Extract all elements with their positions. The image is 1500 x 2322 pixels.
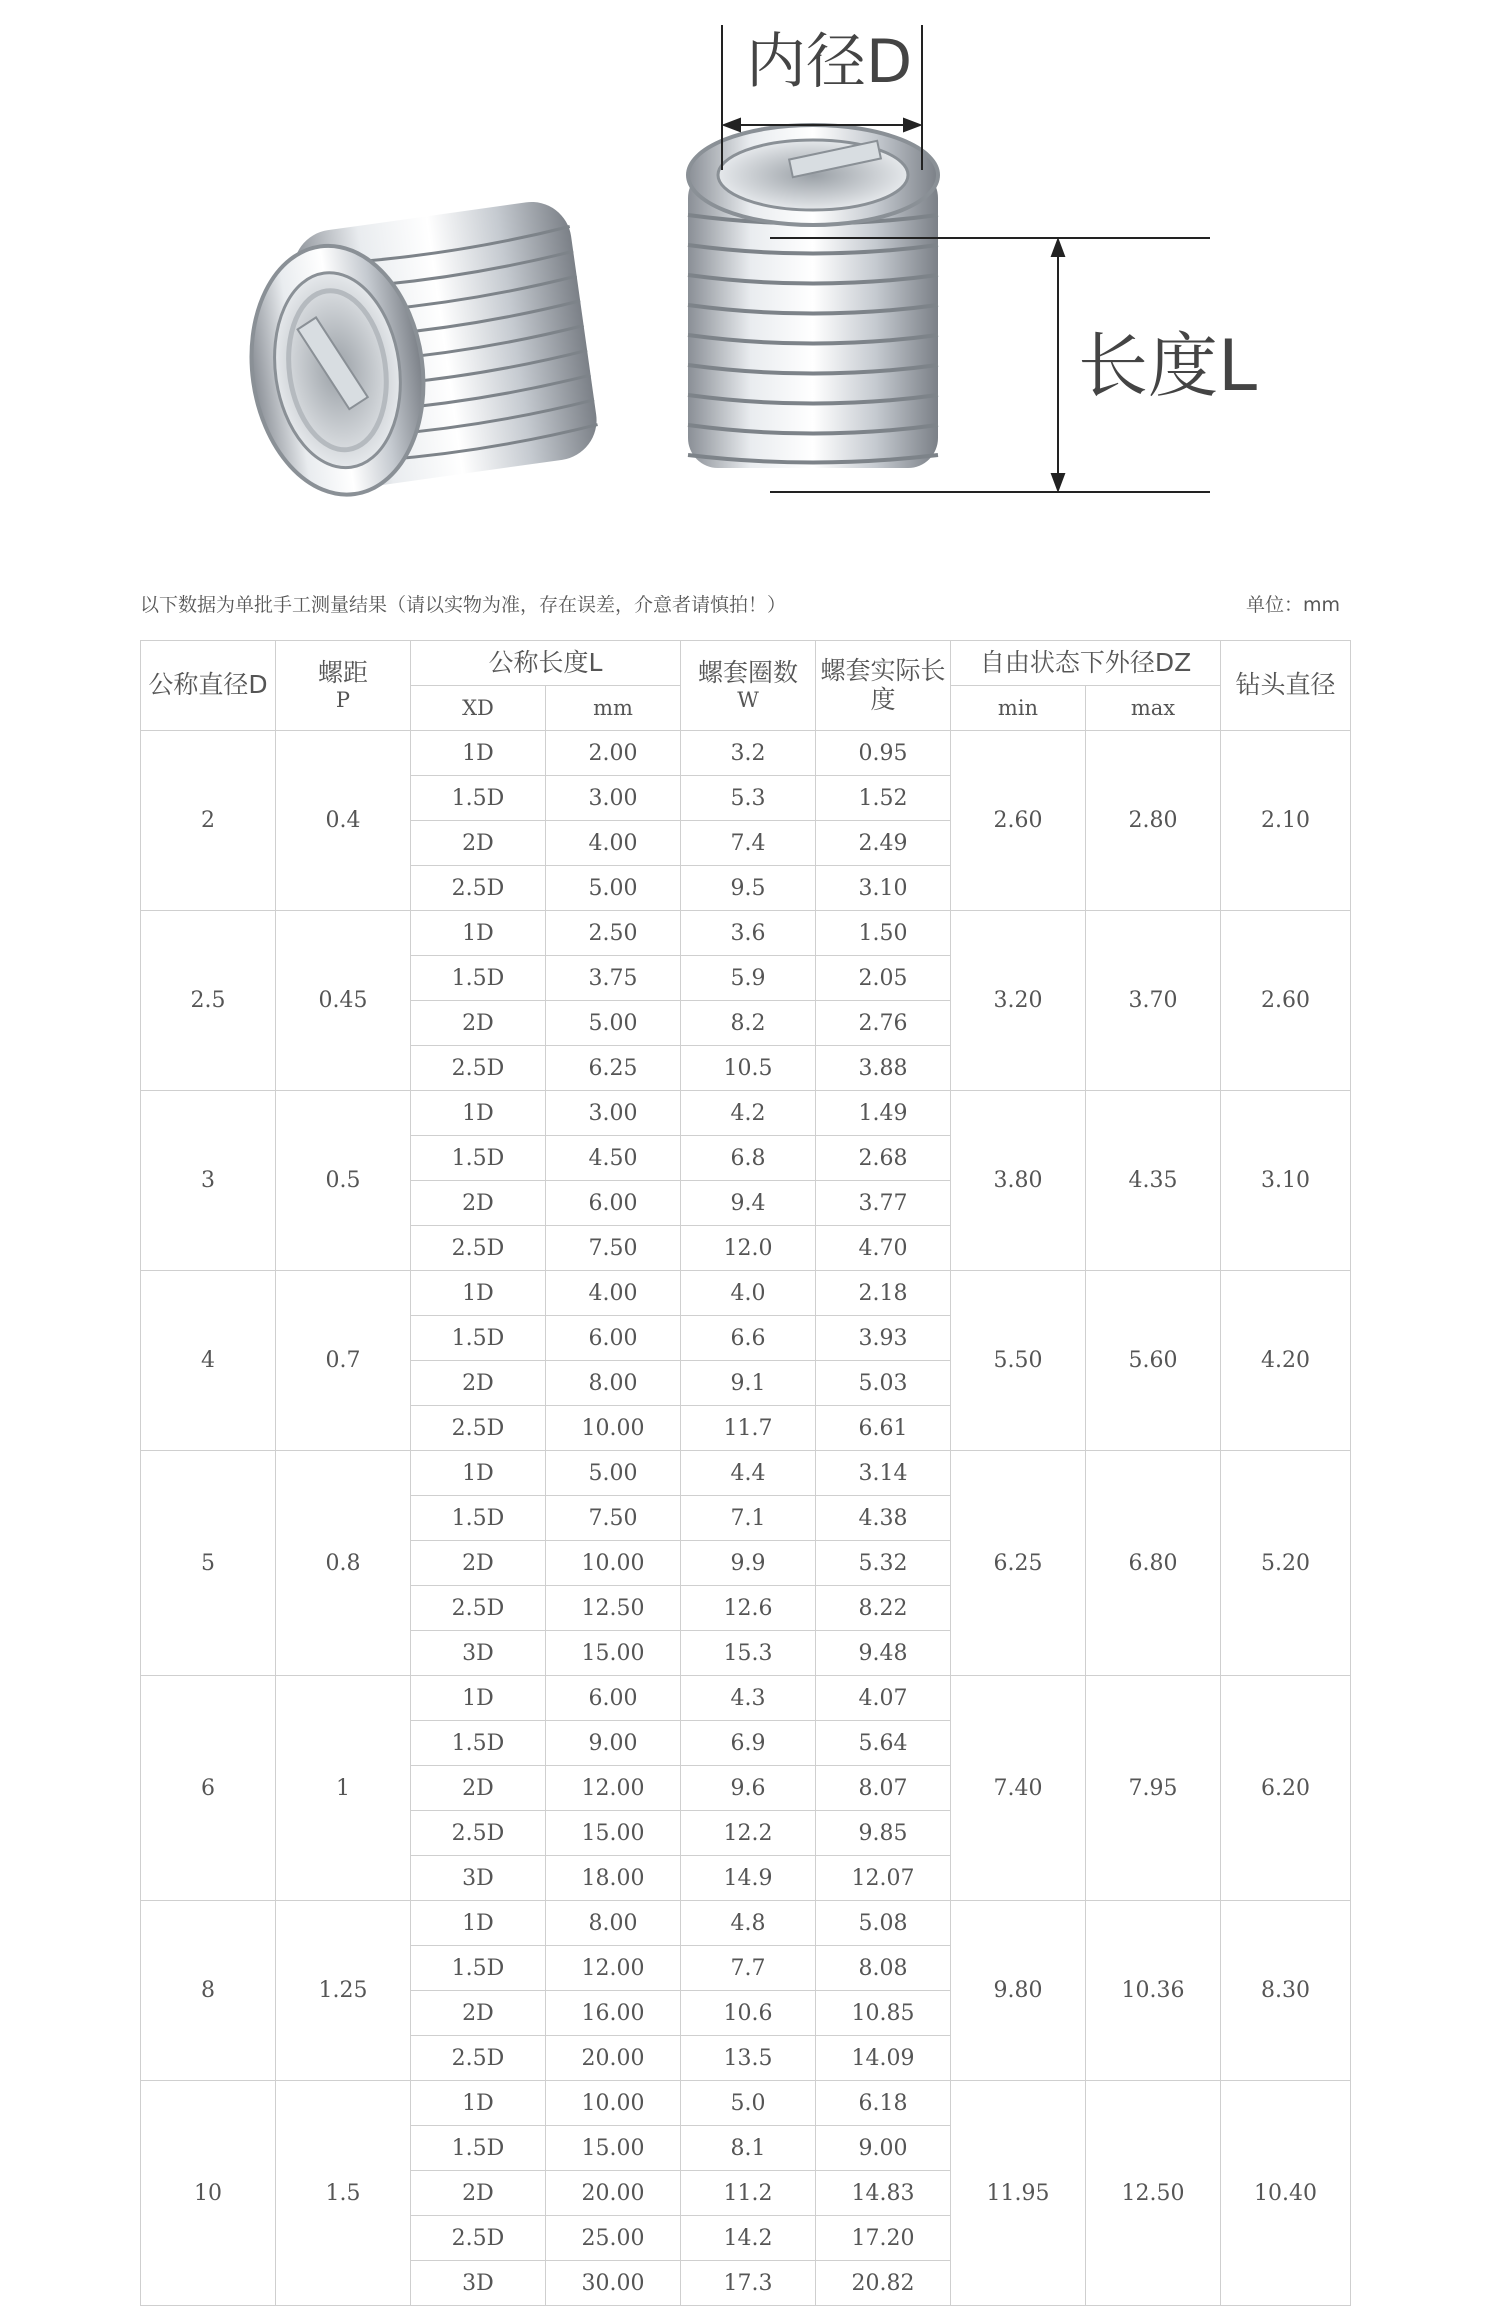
cell-pitch: 0.4 bbox=[276, 731, 411, 911]
cell-xd: 2.5D bbox=[411, 866, 546, 911]
cell-coils: 4.4 bbox=[681, 1451, 816, 1496]
cell-coils: 9.4 bbox=[681, 1181, 816, 1226]
cell-coils: 5.9 bbox=[681, 956, 816, 1001]
cell-length-mm: 3.00 bbox=[546, 776, 681, 821]
header-mm: mm bbox=[546, 686, 681, 731]
cell-drill: 4.20 bbox=[1221, 1271, 1351, 1451]
cell-length-mm: 3.00 bbox=[546, 1091, 681, 1136]
cell-length-mm: 12.00 bbox=[546, 1766, 681, 1811]
cell-coils: 6.9 bbox=[681, 1721, 816, 1766]
cell-actual-length: 9.85 bbox=[816, 1811, 951, 1856]
cell-coils: 3.6 bbox=[681, 911, 816, 956]
cell-actual-length: 3.10 bbox=[816, 866, 951, 911]
cell-length-mm: 20.00 bbox=[546, 2036, 681, 2081]
cell-actual-length: 5.03 bbox=[816, 1361, 951, 1406]
cell-nominal-diameter: 10 bbox=[141, 2081, 276, 2306]
cell-length-mm: 30.00 bbox=[546, 2261, 681, 2306]
cell-xd: 1D bbox=[411, 2081, 546, 2126]
cell-xd: 2D bbox=[411, 1766, 546, 1811]
cell-coils: 4.0 bbox=[681, 1271, 816, 1316]
cell-drill: 2.10 bbox=[1221, 731, 1351, 911]
cell-coils: 10.5 bbox=[681, 1046, 816, 1091]
cell-xd: 1D bbox=[411, 731, 546, 776]
cell-actual-length: 5.32 bbox=[816, 1541, 951, 1586]
cell-actual-length: 2.18 bbox=[816, 1271, 951, 1316]
table-row bbox=[141, 1091, 1351, 1136]
cell-drill: 5.20 bbox=[1221, 1451, 1351, 1676]
cell-length-mm: 9.00 bbox=[546, 1721, 681, 1766]
cell-coils: 7.7 bbox=[681, 1946, 816, 1991]
cell-xd: 1.5D bbox=[411, 1946, 546, 1991]
cell-coils: 17.3 bbox=[681, 2261, 816, 2306]
cell-coils: 9.9 bbox=[681, 1541, 816, 1586]
cell-od-max: 10.36 bbox=[1086, 1901, 1221, 2081]
cell-actual-length: 8.08 bbox=[816, 1946, 951, 1991]
table-row bbox=[141, 911, 1351, 956]
cell-length-mm: 12.50 bbox=[546, 1586, 681, 1631]
cell-xd: 2D bbox=[411, 1991, 546, 2036]
cell-length-mm: 8.00 bbox=[546, 1361, 681, 1406]
cell-actual-length: 0.95 bbox=[816, 731, 951, 776]
header-free-od: 自由状态下外径DZ bbox=[951, 641, 1221, 686]
cell-actual-length: 9.00 bbox=[816, 2126, 951, 2171]
cell-coils: 7.4 bbox=[681, 821, 816, 866]
header-max: max bbox=[1086, 686, 1221, 731]
cell-coils: 5.3 bbox=[681, 776, 816, 821]
cell-length-mm: 6.00 bbox=[546, 1181, 681, 1226]
cell-coils: 8.2 bbox=[681, 1001, 816, 1046]
cell-xd: 1.5D bbox=[411, 776, 546, 821]
cell-xd: 2D bbox=[411, 1181, 546, 1226]
cell-xd: 1D bbox=[411, 911, 546, 956]
cell-od-max: 2.80 bbox=[1086, 731, 1221, 911]
cell-coils: 12.6 bbox=[681, 1586, 816, 1631]
product-hero bbox=[0, 0, 1500, 540]
cell-xd: 1.5D bbox=[411, 1136, 546, 1181]
header-xd: XD bbox=[411, 686, 546, 731]
header-pitch bbox=[276, 641, 411, 731]
cell-actual-length: 4.70 bbox=[816, 1226, 951, 1271]
cell-actual-length: 4.07 bbox=[816, 1676, 951, 1721]
cell-length-mm: 2.50 bbox=[546, 911, 681, 956]
cell-actual-length: 1.50 bbox=[816, 911, 951, 956]
cell-od-min: 5.50 bbox=[951, 1271, 1086, 1451]
cell-od-min: 11.95 bbox=[951, 2081, 1086, 2306]
cell-xd: 1D bbox=[411, 1271, 546, 1316]
cell-coils: 4.2 bbox=[681, 1091, 816, 1136]
cell-xd: 2.5D bbox=[411, 1586, 546, 1631]
disclaimer-text: 以下数据为单批手工测量结果（请以实物为准，存在误差，介意者请慎拍！） bbox=[140, 594, 787, 616]
measurement-note bbox=[140, 590, 1340, 630]
cell-xd: 3D bbox=[411, 1856, 546, 1901]
cell-actual-length: 2.76 bbox=[816, 1001, 951, 1046]
cell-xd: 1D bbox=[411, 1901, 546, 1946]
cell-od-max: 4.35 bbox=[1086, 1091, 1221, 1271]
cell-nominal-diameter: 4 bbox=[141, 1271, 276, 1451]
table-row bbox=[141, 1901, 1351, 1946]
cell-actual-length: 20.82 bbox=[816, 2261, 951, 2306]
cell-od-min: 3.20 bbox=[951, 911, 1086, 1091]
cell-length-mm: 5.00 bbox=[546, 1451, 681, 1496]
cell-length-mm: 20.00 bbox=[546, 2171, 681, 2216]
cell-actual-length: 5.08 bbox=[816, 1901, 951, 1946]
cell-coils: 13.5 bbox=[681, 2036, 816, 2081]
length-label: 长度L bbox=[1078, 325, 1257, 407]
cell-length-mm: 7.50 bbox=[546, 1226, 681, 1271]
cell-xd: 2D bbox=[411, 821, 546, 866]
cell-pitch: 1.5 bbox=[276, 2081, 411, 2306]
unit-label: 单位：mm bbox=[1245, 594, 1340, 616]
cell-actual-length: 1.49 bbox=[816, 1091, 951, 1136]
cell-coils: 4.3 bbox=[681, 1676, 816, 1721]
spec-table bbox=[140, 640, 1351, 2306]
cell-length-mm: 6.00 bbox=[546, 1316, 681, 1361]
cell-coils: 8.1 bbox=[681, 2126, 816, 2171]
cell-actual-length: 12.07 bbox=[816, 1856, 951, 1901]
table-row bbox=[141, 2081, 1351, 2126]
cell-length-mm: 7.50 bbox=[546, 1496, 681, 1541]
cell-actual-length: 9.48 bbox=[816, 1631, 951, 1676]
cell-actual-length: 3.77 bbox=[816, 1181, 951, 1226]
cell-drill: 3.10 bbox=[1221, 1091, 1351, 1271]
cell-actual-length: 2.49 bbox=[816, 821, 951, 866]
table-row bbox=[141, 1271, 1351, 1316]
header-coils-label: 螺套圈数 bbox=[697, 658, 798, 688]
cell-xd: 3D bbox=[411, 2261, 546, 2306]
cell-length-mm: 18.00 bbox=[546, 1856, 681, 1901]
cell-length-mm: 2.00 bbox=[546, 731, 681, 776]
table-row bbox=[141, 1451, 1351, 1496]
cell-length-mm: 10.00 bbox=[546, 1541, 681, 1586]
thread-insert-tilted-image bbox=[234, 197, 603, 506]
cell-od-min: 9.80 bbox=[951, 1901, 1086, 2081]
cell-length-mm: 15.00 bbox=[546, 2126, 681, 2171]
table-row bbox=[141, 1676, 1351, 1721]
cell-pitch: 0.8 bbox=[276, 1451, 411, 1676]
cell-actual-length: 8.22 bbox=[816, 1586, 951, 1631]
cell-od-min: 7.40 bbox=[951, 1676, 1086, 1901]
cell-nominal-diameter: 6 bbox=[141, 1676, 276, 1901]
cell-actual-length: 3.88 bbox=[816, 1046, 951, 1091]
cell-od-max: 5.60 bbox=[1086, 1271, 1221, 1451]
cell-coils: 4.8 bbox=[681, 1901, 816, 1946]
cell-actual-length: 4.38 bbox=[816, 1496, 951, 1541]
cell-nominal-diameter: 3 bbox=[141, 1091, 276, 1271]
cell-length-mm: 5.00 bbox=[546, 1001, 681, 1046]
cell-nominal-diameter: 2.5 bbox=[141, 911, 276, 1091]
header-pitch-label: 螺距 bbox=[317, 658, 368, 688]
cell-pitch: 0.5 bbox=[276, 1091, 411, 1271]
cell-od-max: 7.95 bbox=[1086, 1676, 1221, 1901]
cell-actual-length: 6.18 bbox=[816, 2081, 951, 2126]
cell-coils: 15.3 bbox=[681, 1631, 816, 1676]
cell-od-max: 6.80 bbox=[1086, 1451, 1221, 1676]
table-row bbox=[141, 731, 1351, 776]
cell-pitch: 1 bbox=[276, 1676, 411, 1901]
cell-length-mm: 10.00 bbox=[546, 2081, 681, 2126]
cell-xd: 2.5D bbox=[411, 2036, 546, 2081]
cell-xd: 1D bbox=[411, 1451, 546, 1496]
cell-actual-length: 6.61 bbox=[816, 1406, 951, 1451]
cell-xd: 3D bbox=[411, 1631, 546, 1676]
cell-coils: 12.0 bbox=[681, 1226, 816, 1271]
cell-actual-length: 17.20 bbox=[816, 2216, 951, 2261]
cell-actual-length: 1.52 bbox=[816, 776, 951, 821]
cell-length-mm: 16.00 bbox=[546, 1991, 681, 2036]
cell-coils: 6.6 bbox=[681, 1316, 816, 1361]
cell-xd: 1.5D bbox=[411, 1316, 546, 1361]
cell-length-mm: 6.00 bbox=[546, 1676, 681, 1721]
cell-xd: 2D bbox=[411, 1361, 546, 1406]
header-drill: 钻头直径 bbox=[1221, 641, 1351, 731]
header-nominal-length: 公称长度L bbox=[411, 641, 681, 686]
cell-xd: 2.5D bbox=[411, 1046, 546, 1091]
thread-insert-upright-image bbox=[688, 125, 938, 468]
header-actual-length: 螺套实际长度 bbox=[816, 641, 951, 731]
header-min: min bbox=[951, 686, 1086, 731]
cell-actual-length: 10.85 bbox=[816, 1991, 951, 2036]
cell-xd: 1.5D bbox=[411, 1496, 546, 1541]
cell-length-mm: 10.00 bbox=[546, 1406, 681, 1451]
cell-coils: 11.7 bbox=[681, 1406, 816, 1451]
cell-length-mm: 3.75 bbox=[546, 956, 681, 1001]
thread-insert-illustration bbox=[0, 0, 1500, 540]
cell-coils: 9.1 bbox=[681, 1361, 816, 1406]
cell-length-mm: 25.00 bbox=[546, 2216, 681, 2261]
cell-pitch: 0.7 bbox=[276, 1271, 411, 1451]
cell-xd: 2.5D bbox=[411, 2216, 546, 2261]
cell-actual-length: 3.14 bbox=[816, 1451, 951, 1496]
cell-length-mm: 15.00 bbox=[546, 1811, 681, 1856]
cell-actual-length: 2.05 bbox=[816, 956, 951, 1001]
cell-nominal-diameter: 2 bbox=[141, 731, 276, 911]
cell-drill: 8.30 bbox=[1221, 1901, 1351, 2081]
cell-coils: 9.5 bbox=[681, 866, 816, 911]
cell-length-mm: 12.00 bbox=[546, 1946, 681, 1991]
cell-nominal-diameter: 8 bbox=[141, 1901, 276, 2081]
cell-length-mm: 5.00 bbox=[546, 866, 681, 911]
cell-xd: 2.5D bbox=[411, 1406, 546, 1451]
cell-xd: 2D bbox=[411, 1001, 546, 1046]
cell-actual-length: 14.09 bbox=[816, 2036, 951, 2081]
cell-length-mm: 15.00 bbox=[546, 1631, 681, 1676]
cell-actual-length: 3.93 bbox=[816, 1316, 951, 1361]
inner-diameter-label: 内径D bbox=[746, 27, 913, 97]
cell-xd: 1D bbox=[411, 1676, 546, 1721]
cell-drill: 6.20 bbox=[1221, 1676, 1351, 1901]
cell-coils: 14.9 bbox=[681, 1856, 816, 1901]
cell-xd: 2.5D bbox=[411, 1811, 546, 1856]
cell-od-min: 6.25 bbox=[951, 1451, 1086, 1676]
cell-coils: 9.6 bbox=[681, 1766, 816, 1811]
cell-xd: 2D bbox=[411, 1541, 546, 1586]
cell-xd: 1.5D bbox=[411, 1721, 546, 1766]
cell-coils: 5.0 bbox=[681, 2081, 816, 2126]
cell-od-max: 3.70 bbox=[1086, 911, 1221, 1091]
cell-xd: 1.5D bbox=[411, 2126, 546, 2171]
cell-od-min: 2.60 bbox=[951, 731, 1086, 911]
cell-actual-length: 8.07 bbox=[816, 1766, 951, 1811]
header-pitch-sub: P bbox=[335, 687, 351, 712]
cell-length-mm: 4.00 bbox=[546, 821, 681, 866]
cell-coils: 11.2 bbox=[681, 2171, 816, 2216]
cell-coils: 7.1 bbox=[681, 1496, 816, 1541]
cell-coils: 6.8 bbox=[681, 1136, 816, 1181]
cell-xd: 1D bbox=[411, 1091, 546, 1136]
cell-length-mm: 4.00 bbox=[546, 1271, 681, 1316]
cell-coils: 3.2 bbox=[681, 731, 816, 776]
header-coils bbox=[681, 641, 816, 731]
header-nominal-diameter: 公称直径D bbox=[141, 641, 276, 731]
cell-pitch: 1.25 bbox=[276, 1901, 411, 2081]
cell-length-mm: 4.50 bbox=[546, 1136, 681, 1181]
cell-drill: 2.60 bbox=[1221, 911, 1351, 1091]
spec-table-body bbox=[141, 731, 1351, 2306]
cell-actual-length: 14.83 bbox=[816, 2171, 951, 2216]
cell-xd: 2.5D bbox=[411, 1226, 546, 1271]
cell-coils: 12.2 bbox=[681, 1811, 816, 1856]
cell-coils: 10.6 bbox=[681, 1991, 816, 2036]
header-coils-sub: W bbox=[737, 687, 759, 712]
cell-pitch: 0.45 bbox=[276, 911, 411, 1091]
cell-od-min: 3.80 bbox=[951, 1091, 1086, 1271]
cell-drill: 10.40 bbox=[1221, 2081, 1351, 2306]
cell-od-max: 12.50 bbox=[1086, 2081, 1221, 2306]
cell-nominal-diameter: 5 bbox=[141, 1451, 276, 1676]
cell-length-mm: 6.25 bbox=[546, 1046, 681, 1091]
cell-xd: 1.5D bbox=[411, 956, 546, 1001]
cell-length-mm: 8.00 bbox=[546, 1901, 681, 1946]
cell-xd: 2D bbox=[411, 2171, 546, 2216]
cell-actual-length: 2.68 bbox=[816, 1136, 951, 1181]
cell-coils: 14.2 bbox=[681, 2216, 816, 2261]
cell-actual-length: 5.64 bbox=[816, 1721, 951, 1766]
